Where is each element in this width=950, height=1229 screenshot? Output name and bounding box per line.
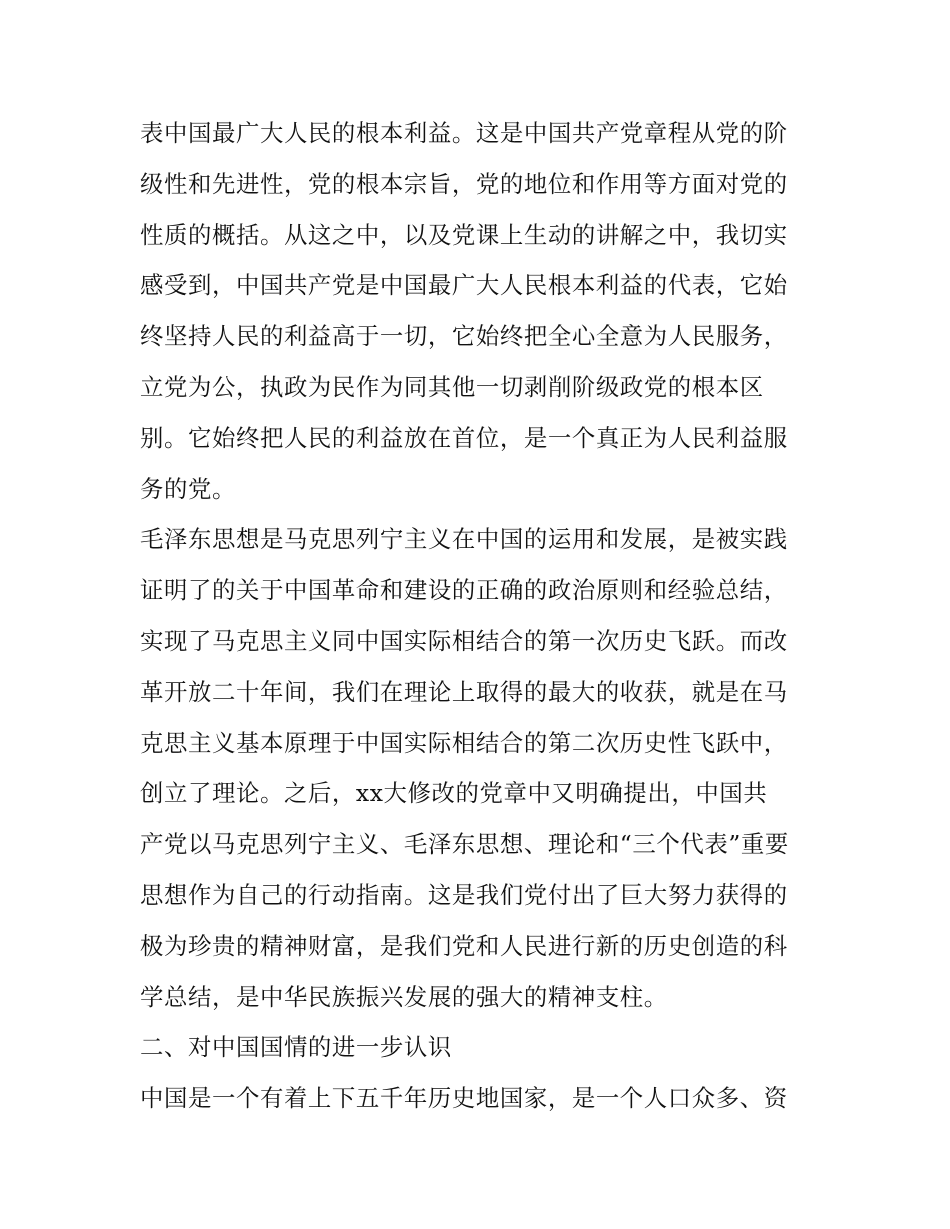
text-line-14: 创立了理论。之后，xx大修改的党章中又明确提出，中国共 (140, 779, 768, 808)
text-line-7: 别。它始终把人民的利益放在首位，是一个真正为人民利益服 (140, 423, 788, 452)
text-line-11: 实现了马克思主义同中国实际相结合的第一次历史飞跃。而改 (140, 626, 788, 655)
text-line-13: 克思主义基本原理于中国实际相结合的第二次历史性飞跃中， (140, 728, 788, 757)
section-heading: 二、对中国国情的进一步认识 (140, 1033, 452, 1062)
text-line-3: 性质的概括。从这之中，以及党课上生动的讲解之中，我切实 (140, 220, 788, 249)
text-line-18: 学总结，是中华民族振兴发展的强大的精神支柱。 (140, 982, 668, 1011)
text-line-6: 立党为公，执政为民作为同其他一切剥削阶级政党的根本区 (140, 372, 764, 401)
text-line-16: 思想作为自己的行动指南。这是我们党付出了巨大努力获得的 (140, 880, 788, 909)
text-line-12: 革开放二十年间，我们在理论上取得的最大的收获，就是在马 (140, 677, 788, 706)
text-line-1: 表中国最广大人民的根本利益。这是中国共产党章程从党的阶 (140, 119, 788, 147)
text-line-15: 产党以马克思列宁主义、毛泽东思想、理论和“三个代表”重要 (140, 830, 789, 859)
text-line-2: 级性和先进性，党的根本宗旨，党的地位和作用等方面对党的 (140, 169, 788, 198)
text-line-17: 极为珍贵的精神财富，是我们党和人民进行新的历史创造的科 (140, 931, 788, 960)
text-line-4: 感受到，中国共产党是中国最广大人民根本利益的代表，它始 (140, 271, 788, 300)
text-line-5: 终坚持人民的利益高于一切，它始终把全心全意为人民服务， (140, 322, 788, 351)
text-line-10: 证明了的关于中国革命和建设的正确的政治原则和经验总结， (140, 576, 788, 605)
text-line-20: 中国是一个有着上下五千年历史地国家，是一个人口众多、资 (140, 1084, 788, 1113)
document-body (140, 108, 812, 1124)
text-line-8: 务的党。 (140, 474, 236, 503)
text-line-9: 毛泽东思想是马克思列宁主义在中国的运用和发展，是被实践 (140, 525, 788, 554)
